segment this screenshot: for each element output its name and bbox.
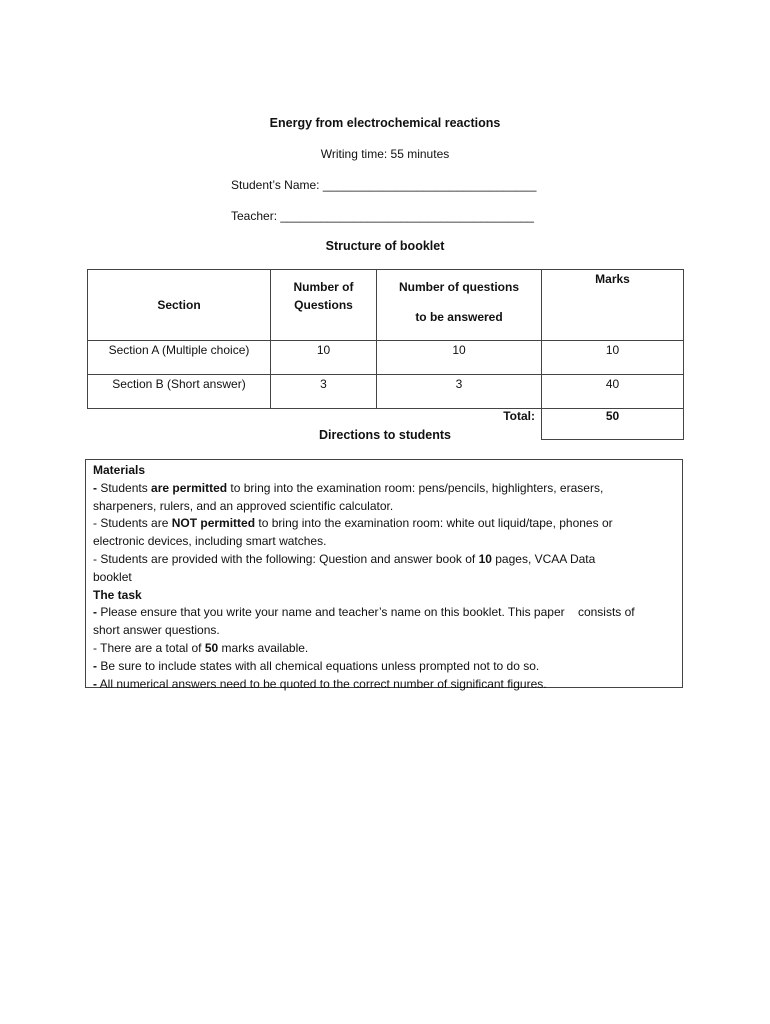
materials-line-2-cont: electronic devices, including smart watches. [93,534,327,549]
document-title: Energy from electrochemical reactions [269,116,501,130]
teacher-field: Teacher: ______________________________________ [231,209,534,223]
total-value: 50 [542,409,684,440]
row-section: Section A (Multiple choice) [88,341,271,375]
materials-line-1: - Students are permitted to bring into the examination room: pens/pencils, highlighters, erasers, [93,480,604,495]
header-ans-line1: Number of questions [398,280,519,294]
total-label: Total: [377,409,542,440]
header-num-line1: Number of [293,280,354,294]
task-line-1: - Please ensure that you write your name and teacher’s name on this booklet. This paper consists of [93,605,635,620]
header-marks: Marks [542,270,684,341]
materials-line-3: - Students are provided with the following: Question and answer book of 10 pages, VCAA Data [93,551,596,566]
structure-heading: Structure of booklet [325,239,445,253]
row-answered: 10 [377,341,542,375]
header-questions-to-answer [377,270,542,341]
materials-line-1-cont: sharpeners, rulers, and an approved scientific calculator. [93,498,394,513]
task-line-2: - There are a total of 50 marks available. [93,640,309,655]
materials-heading: Materials [93,463,146,477]
table-header-row [88,270,684,341]
row-section: Section B (Short answer) [88,375,271,409]
row-marks: 10 [542,341,684,375]
student-name-field: Student’s Name: ________________________________ [231,178,537,192]
materials-line-3-cont: booklet [93,569,132,584]
row-marks: 40 [542,375,684,409]
row-answered: 3 [377,375,542,409]
header-num-line2: Questions [294,298,353,312]
task-heading: The task [93,587,142,602]
header-ans-line2: to be answered [415,310,503,324]
table-row [88,341,684,375]
task-line-3: - Be sure to include states with all chemical equations unless prompted not to do so. [93,658,540,673]
header-number-of-questions [271,270,377,341]
materials-line-2: - Students are NOT permitted to bring into the examination room: white out liquid/tape, phones or [93,516,613,531]
directions-box [85,459,683,691]
writing-time: Writing time: 55 minutes [320,147,450,161]
task-line-4: - All numerical answers need to be quoted to the correct number of significant figures. [93,676,547,691]
directions-heading: Directions to students [319,428,451,442]
header-section: Section [88,270,271,341]
task-line-1-cont: short answer questions. [93,623,220,638]
row-questions: 10 [271,341,377,375]
row-questions: 3 [271,375,377,409]
table-row [88,375,684,409]
structure-table [87,269,684,440]
